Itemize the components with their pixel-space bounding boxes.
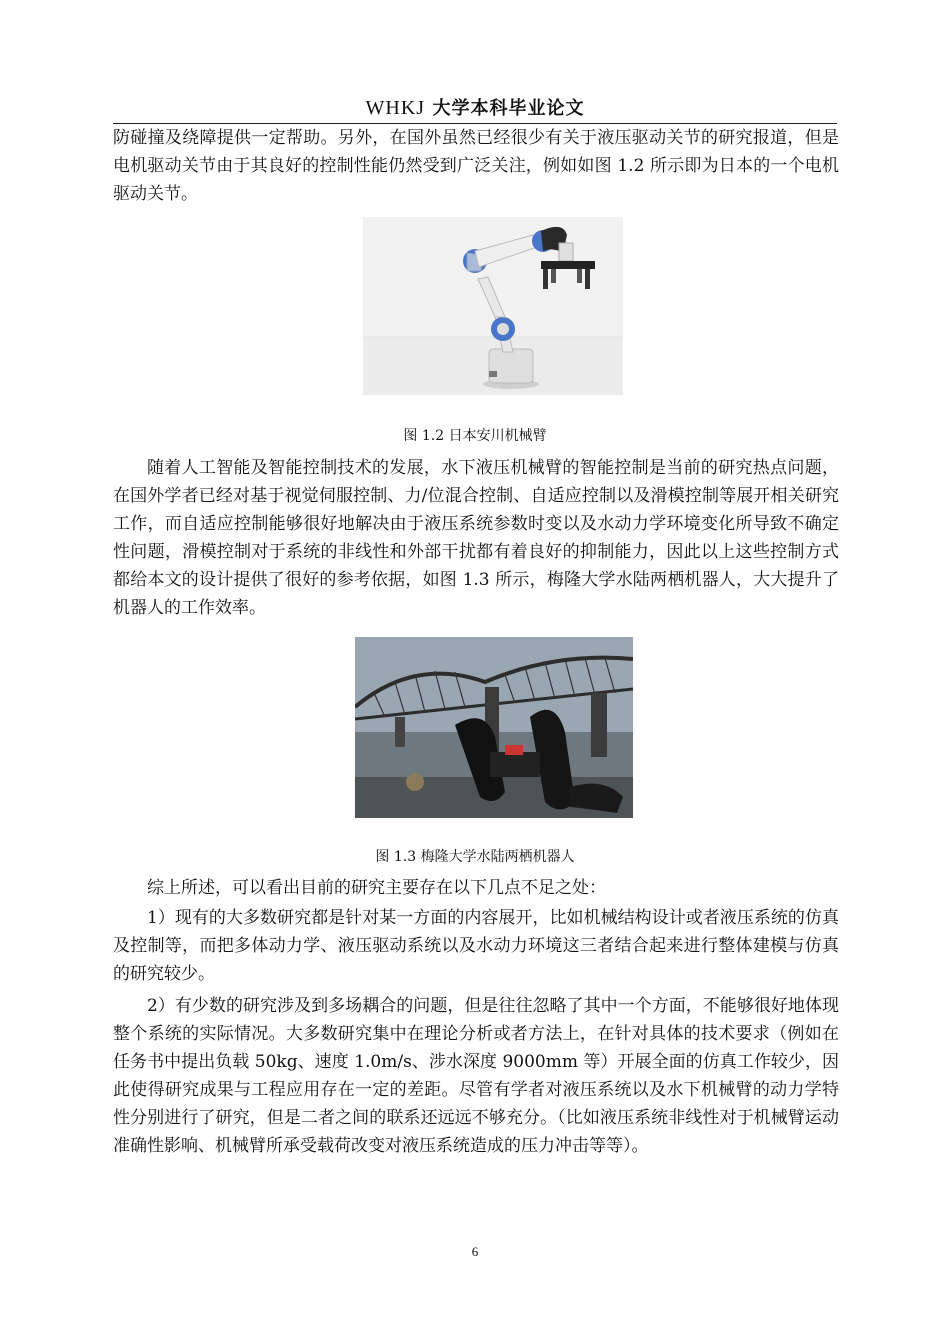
figure-1-2-caption: 图 1.2 日本安川机械臂 (403, 428, 547, 444)
page-number: 6 (471, 1244, 479, 1259)
paragraph-5: 2）有少数的研究涉及到多场耦合的问题，但是往往忽略了其中一个方面，不能够很好地体现整个系统的实际情况。大多数研究集中在理论分析或者方法上，在针对具体的技术要求（例如在任务书中提出负载 50kg、速度 1.0m/s、涉水深度 9000mm 等）开展全面的仿真工作较少，因此使得研究成果与工程应用存在一定的差距。尽管有学者对液压系统以及水下机械臂的动力学特性分别进行了研究，但是二者之间的联系还远远不够充分。（比如液压系统非线性对于机械臂运动准确性影响、机械臂所承受载荷改变对液压系统造成的压力冲击等等）。 (113, 996, 839, 1156)
figure-robot-arm (363, 217, 623, 395)
paragraph-4: 1）现有的大多数研究都是针对某一方面的内容展开，比如机械结构设计或者液压系统的仿真及控制等，而把多体动力学、液压驱动系统以及水动力环境这三者结合起来进行整体建模与仿真的研究较少。 (113, 908, 839, 984)
header-latin: WHKJ (365, 97, 426, 119)
paragraph-2: 随着人工智能及智能控制技术的发展，水下液压机械臂的智能控制是当前的研究热点问题，在国外学者已经对基于视觉伺服控制、力/位混合控制、自适应控制以及滑模控制等展开相关研究工作，而自适应控制能够很好地解决由于液压系统参数时变以及水动力学环境变化所导致不确定性问题，滑模控制对于系统的非线性和外部干扰都有着良好的抑制能力，因此以上这些控制方式都给本文的设计提供了很好的参考依据，如图 1.3 所示，梅隆大学水陆两栖机器人，大大提升了机器人的工作效率。 (113, 458, 839, 618)
figure-1-3-caption: 图 1.3 梅隆大学水陆两栖机器人 (375, 849, 575, 865)
paragraph-1: 防碰撞及绕障提供一定帮助。另外，在国外虽然已经很少有关于液压驱动关节的研究报道，但是电机驱动关节由于其良好的控制性能仍然受到广泛关注，例如如图 1.2 所示即为日本的一个电机驱动关节。 (113, 128, 839, 204)
running-header (113, 93, 837, 124)
paragraph-3: 综上所述，可以看出目前的研究主要存在以下几点不足之处： (147, 878, 606, 898)
header-title: 大学本科毕业论文 (432, 98, 585, 119)
figure-amphibious-robot (355, 637, 633, 818)
